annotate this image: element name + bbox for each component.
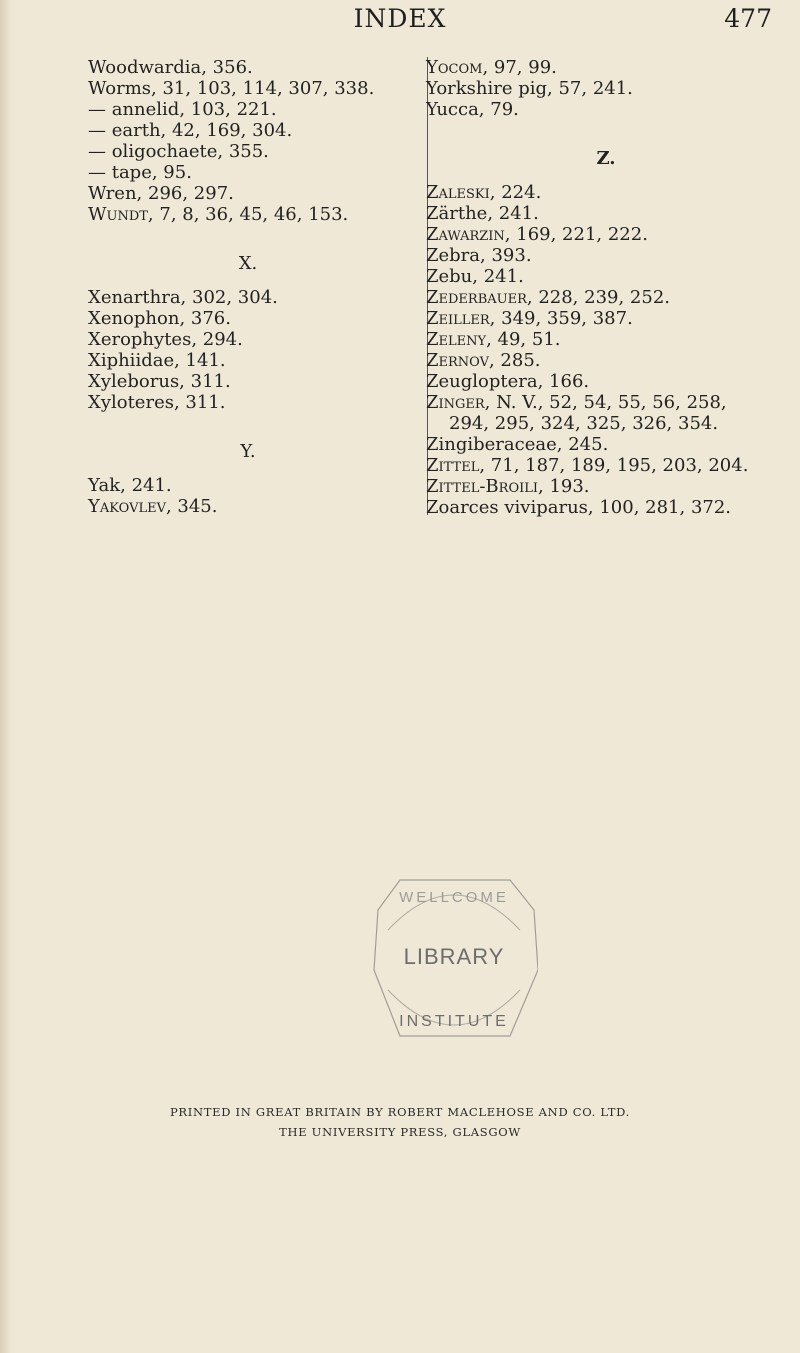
index-entry-author: Zederbauer, 228, 239, 252.: [426, 287, 670, 308]
section-letter-x: X.: [238, 253, 258, 274]
left-index-column: [88, 57, 408, 517]
index-entry: Zingiberaceae, 245.: [426, 434, 609, 455]
index-subentry: — annelid, 103, 221.: [88, 99, 277, 120]
section-letter-y: Y.: [240, 441, 256, 462]
index-entry-author: Zittel, 71, 187, 189, 195, 203, 204.: [426, 455, 749, 476]
index-entry-author: Zernov, 285.: [426, 350, 541, 371]
index-entry-author: Zeiller, 349, 359, 387.: [426, 308, 633, 329]
index-entry: Yak, 241.: [88, 475, 172, 496]
library-stamp: [370, 860, 538, 1056]
index-entry: Yorkshire pig, 57, 241.: [426, 78, 633, 99]
page-edge-shadow: [0, 0, 12, 1353]
index-entry: Worms, 31, 103, 114, 307, 338.: [88, 78, 375, 99]
printer-imprint: PRINTED IN GREAT BRITAIN BY ROBERT MACLEHOSE AND CO. LTD.: [169, 1105, 631, 1119]
index-entry: Yucca, 79.: [426, 99, 519, 120]
index-entry: Zeugloptera, 166.: [426, 371, 590, 392]
index-entry-continuation: 294, 295, 324, 325, 326, 354.: [449, 413, 719, 434]
index-entry: Zärthe, 241.: [426, 203, 539, 224]
index-entry: Xyloteres, 311.: [88, 392, 226, 413]
index-entry: Xenarthra, 302, 304.: [88, 287, 278, 308]
index-entry: Zebra, 393.: [426, 245, 532, 266]
index-group-w: [88, 57, 408, 225]
index-subentry: — tape, 95.: [88, 162, 192, 183]
index-entry: Xiphiidae, 141.: [88, 350, 226, 371]
index-entry: Zebu, 241.: [426, 266, 524, 287]
index-entry-author: Yakovlev, 345.: [88, 496, 218, 517]
index-entry-author: Yocom, 97, 99.: [426, 57, 557, 78]
page-title: INDEX: [353, 4, 447, 33]
index-entry-author: Zinger, N. V., 52, 54, 55, 56, 258,: [426, 392, 727, 413]
index-subentry: — oligochaete, 355.: [88, 141, 269, 162]
index-entry: Woodwardia, 356.: [88, 57, 253, 78]
index-entry-author: Zittel-Broili, 193.: [426, 476, 590, 497]
right-index-column: [426, 57, 786, 518]
index-group-x: [88, 287, 408, 413]
stamp-center-text: LIBRARY: [403, 944, 505, 969]
printer-location: THE UNIVERSITY PRESS, GLASGOW: [279, 1125, 521, 1139]
index-entry-author: Wundt, 7, 8, 36, 45, 46, 153.: [88, 204, 349, 225]
index-entry: Zoarces viviparus, 100, 281, 372.: [426, 497, 732, 518]
index-group-z: [426, 182, 786, 518]
index-entry: Xyleborus, 311.: [88, 371, 231, 392]
index-subentry: — earth, 42, 169, 304.: [88, 120, 293, 141]
index-group-y-right: [426, 57, 786, 120]
index-entry-author: Zawarzin, 169, 221, 222.: [426, 224, 648, 245]
index-entry: Wren, 296, 297.: [88, 183, 234, 204]
index-entry-author: Zaleski, 224.: [426, 182, 542, 203]
stamp-bottom-text: INSTITUTE: [399, 1013, 509, 1030]
index-group-y-left: [88, 475, 408, 517]
page-number: 477: [724, 4, 772, 33]
section-letter-z: Z.: [596, 148, 616, 169]
stamp-top-text: WELLCOME: [399, 889, 509, 906]
index-entry: Xerophytes, 294.: [88, 329, 243, 350]
index-entry-author: Zeleny, 49, 51.: [426, 329, 561, 350]
index-entry: Xenophon, 376.: [88, 308, 231, 329]
